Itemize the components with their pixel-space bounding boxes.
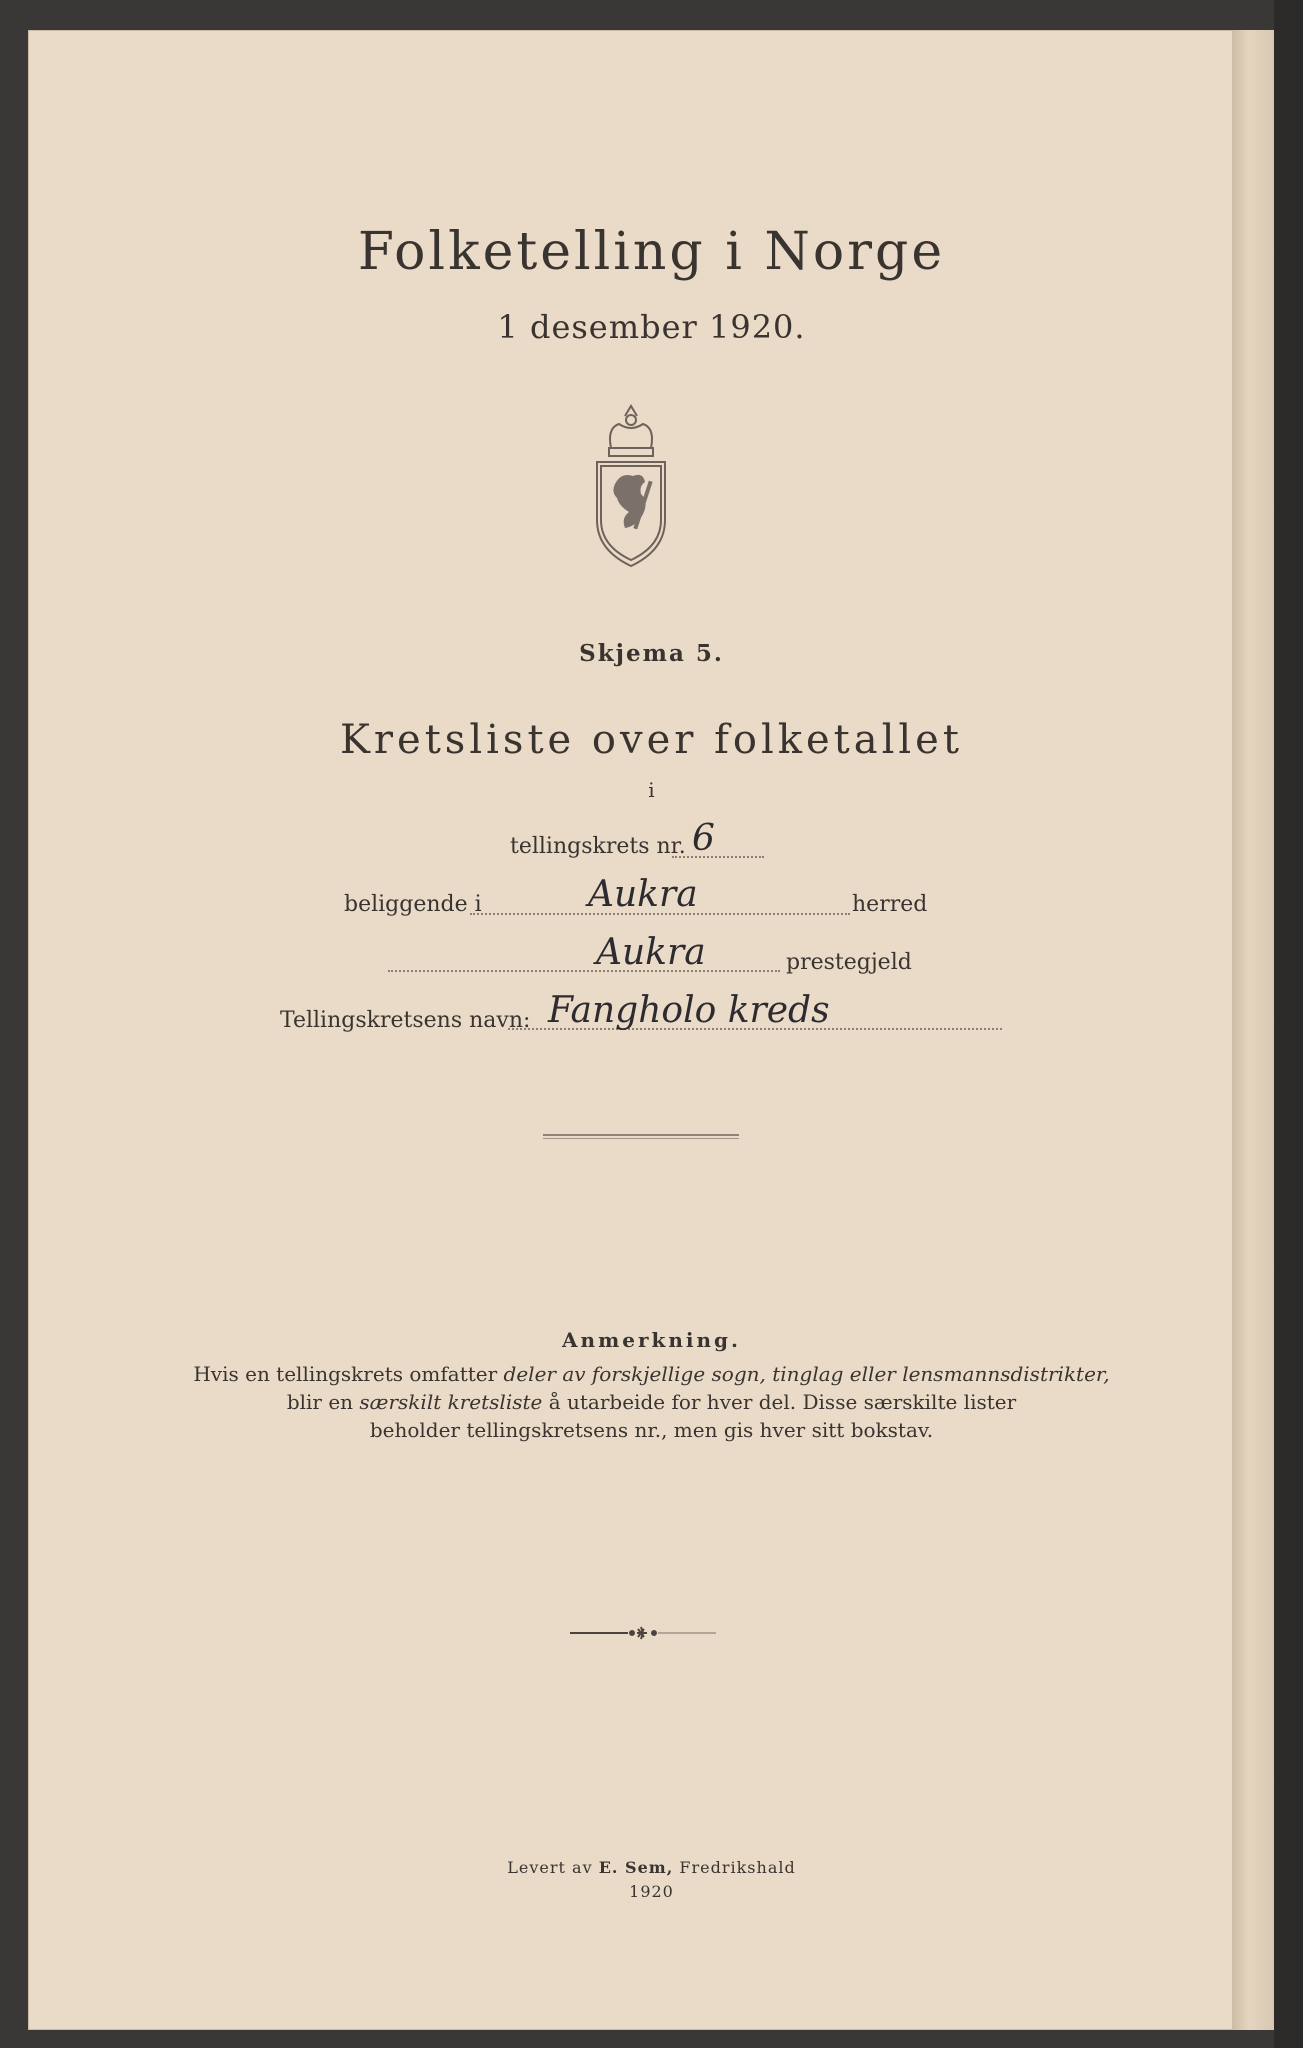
page-title: Folketelling i Norge <box>357 222 946 282</box>
remark-line-3: beholder tellingskretsens nr., men gis hver sitt bokstav. <box>369 1418 934 1442</box>
parish-label: prestegjeld <box>786 950 912 975</box>
circuit-number-label: tellingskrets nr. <box>510 834 686 859</box>
ornament-divider-icon <box>568 1625 718 1641</box>
schema-number: Skjema 5. <box>579 640 724 667</box>
form-heading: Kretsliste over folketallet <box>340 717 963 763</box>
remark-line-1-text: Hvis en tellingskrets omfatter <box>193 1362 504 1386</box>
remark-line-2-text: blir en <box>286 1390 360 1414</box>
norwegian-coat-of-arms-icon <box>585 402 677 570</box>
circuit-name-label: Tellingskretsens navn: <box>280 1008 531 1033</box>
connector-word: i <box>648 778 655 802</box>
parish-line <box>388 970 780 972</box>
remark-line-1 <box>0 1362 1303 1386</box>
printer-credit <box>0 1858 1303 1877</box>
parish-value: Aukra <box>596 932 706 973</box>
printer-name: E. Sem, <box>598 1858 674 1877</box>
remark-line-2 <box>0 1390 1303 1414</box>
location-value: Aukra <box>588 874 698 915</box>
census-date: 1 desember 1920. <box>497 308 806 346</box>
printer-prefix: Levert av <box>507 1858 599 1877</box>
circuit-number-line <box>672 856 764 858</box>
herred-label: herred <box>852 892 928 917</box>
remark-line-2-italic: særskilt kretsliste <box>359 1390 543 1414</box>
remark-line-1-italic: deler av forskjellige sogn, tinglag eller lensmannsdistrikter, <box>503 1362 1110 1386</box>
circuit-name-value: Fangholo kreds <box>548 990 830 1031</box>
remark-title: Anmerkning. <box>562 1328 741 1352</box>
divider-rule <box>543 1134 739 1136</box>
remark-line-2-end: å utarbeide for hver del. Disse særskilte lister <box>542 1390 1017 1414</box>
printer-suffix: Fredrikshald <box>673 1858 796 1877</box>
circuit-number-value: 6 <box>692 818 715 859</box>
divider-rule-thin <box>543 1138 739 1139</box>
location-label: beliggende i <box>344 892 482 917</box>
print-year: 1920 <box>629 1882 674 1901</box>
